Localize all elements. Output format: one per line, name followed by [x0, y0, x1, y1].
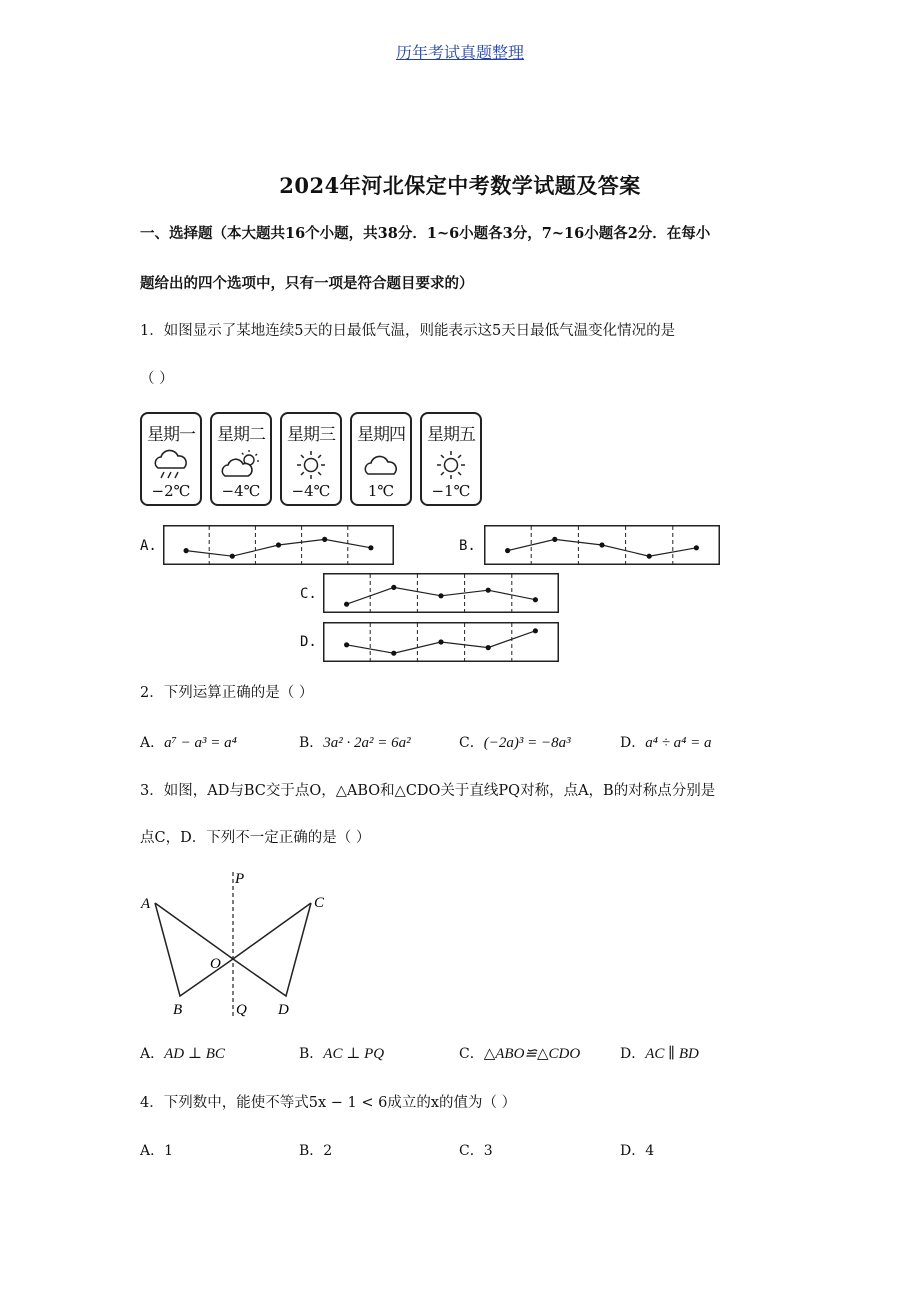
q4-stem: 4．下列数中，能使不等式5x − 1 < 6成立的x的值为（ ）: [140, 1095, 517, 1111]
trend-point: [647, 554, 652, 559]
option-value: 2: [323, 1143, 333, 1159]
card-day: 星期四: [357, 425, 405, 445]
q2-option-d[interactable]: [620, 732, 712, 752]
option-expr: AC ∥ BD: [645, 1046, 699, 1062]
q1-option-b-label: B.: [459, 538, 476, 554]
trend-point: [694, 545, 699, 550]
trend-point: [184, 548, 189, 553]
trend-point: [276, 542, 281, 547]
trend-point: [486, 645, 491, 650]
trend-point: [438, 639, 443, 644]
weather-card-3: [280, 412, 342, 506]
card-temp: −4℃: [221, 482, 261, 500]
q3-figure: [135, 866, 335, 1022]
trend-point: [230, 554, 235, 559]
trend-point: [552, 537, 557, 542]
q3-stem-line2: 点C，D．下列不一定正确的是（ ）: [140, 830, 371, 846]
q3-option-c[interactable]: [459, 1043, 580, 1063]
weather-card-5: [420, 412, 482, 506]
weather-card-2: [210, 412, 272, 506]
card-temp: −4℃: [291, 482, 331, 500]
q1-option-c-label: C.: [300, 586, 317, 602]
trend-point: [599, 542, 604, 547]
card-day: 星期二: [217, 425, 265, 445]
q1-option-a-label: A.: [140, 538, 157, 554]
point-label-a: A: [141, 896, 151, 912]
option-expr: a⁴ ÷ a⁴ = a: [645, 735, 712, 751]
trend-point: [344, 602, 349, 607]
q3-option-a[interactable]: [140, 1043, 225, 1063]
point-label-p: P: [235, 871, 245, 887]
option-label: D．: [620, 735, 646, 751]
q3-stem-line1: 3．如图，AD与BC交于点O，△ABO和△CDO关于直线PQ对称，点A，B的对称点分别是: [140, 783, 716, 799]
point-label-d: D: [278, 1002, 289, 1018]
point-label-b: B: [173, 1002, 183, 1018]
q1-option-c-chart[interactable]: [323, 573, 559, 613]
trend-line: [186, 539, 371, 556]
q2-option-a[interactable]: [140, 732, 237, 752]
trend-point: [344, 642, 349, 647]
option-label: C．: [459, 735, 484, 751]
trend-point: [533, 628, 538, 633]
trend-point: [368, 545, 373, 550]
trend-point: [486, 588, 491, 593]
option-label: B．: [299, 735, 324, 751]
section-heading-line2: 题给出的四个选项中，只有一项是符合题目要求的）: [140, 275, 474, 292]
partly-cloudy-icon: [220, 448, 262, 482]
option-label: A．: [140, 1143, 165, 1159]
sun-icon: [290, 448, 332, 482]
trend-point: [391, 585, 396, 590]
card-day: 星期三: [287, 425, 335, 445]
q3-option-b[interactable]: [299, 1043, 384, 1063]
weather-card-1: [140, 412, 202, 506]
q1-option-d-label: D.: [300, 634, 317, 650]
section-heading-line1: 一、选择题（本大题共16个小题，共38分．1~6小题各3分，7~16小题各2分．在每小: [140, 225, 711, 242]
header-link[interactable]: 历年考试真题整理: [395, 43, 524, 62]
option-label: A．: [140, 1046, 165, 1062]
option-label: B．: [299, 1046, 324, 1062]
card-temp: −1℃: [431, 482, 471, 500]
q1-answer-blank: （ ）: [140, 371, 174, 387]
chart-frame: [324, 574, 559, 613]
q4-option-b[interactable]: [299, 1140, 332, 1160]
page-title: 2024年河北保定中考数学试题及答案: [279, 173, 641, 198]
rain-cloud-icon: [150, 448, 192, 482]
q4-option-d[interactable]: [620, 1140, 654, 1160]
option-expr: a⁷ − a³ = a⁴: [164, 735, 237, 751]
option-label: D．: [620, 1143, 646, 1159]
cloud-icon: [360, 448, 402, 482]
trend-point: [505, 548, 510, 553]
trend-line: [508, 539, 697, 556]
trend-point: [391, 651, 396, 656]
q4-option-c[interactable]: [459, 1140, 493, 1160]
weather-card-4: [350, 412, 412, 506]
q1-option-a-chart[interactable]: [163, 525, 394, 565]
q1-option-d-chart[interactable]: [323, 622, 559, 662]
option-value: 1: [164, 1143, 174, 1159]
sun-icon: [430, 448, 472, 482]
option-expr: (−2a)³ = −8a³: [483, 735, 571, 751]
q2-option-b[interactable]: [299, 732, 411, 752]
q4-option-a[interactable]: [140, 1140, 173, 1160]
trend-point: [438, 593, 443, 598]
trend-point: [533, 597, 538, 602]
option-expr: 3a² · 2a² = 6a²: [323, 735, 411, 751]
q1-stem: 1．如图显示了某地连续5天的日最低气温，则能表示这5天日最低气温变化情况的是: [140, 323, 676, 339]
option-label: B．: [299, 1143, 324, 1159]
triangle-cdo: [233, 903, 311, 996]
point-label-o: O: [210, 956, 221, 972]
option-expr: △ABO≌△CDO: [483, 1046, 581, 1062]
triangle-abo: [155, 903, 233, 996]
card-day: 星期一: [147, 425, 195, 445]
card-temp: 1℃: [367, 482, 395, 500]
option-label: A．: [140, 735, 165, 751]
option-value: 4: [645, 1143, 655, 1159]
q2-stem: 2．下列运算正确的是（ ）: [140, 685, 314, 701]
option-expr: AC ⊥ PQ: [323, 1046, 385, 1062]
q1-option-b-chart[interactable]: [484, 525, 720, 565]
option-label: C．: [459, 1143, 484, 1159]
card-day: 星期五: [427, 425, 475, 445]
option-label: D．: [620, 1046, 646, 1062]
trend-point: [322, 537, 327, 542]
point-label-c: C: [314, 895, 325, 911]
option-expr: AD ⊥ BC: [164, 1046, 225, 1062]
option-value: 3: [483, 1143, 493, 1159]
q3-option-d[interactable]: [620, 1043, 699, 1063]
point-label-q: Q: [236, 1002, 247, 1018]
card-temp: −2℃: [151, 482, 191, 500]
option-label: C．: [459, 1046, 484, 1062]
q2-option-c[interactable]: [459, 732, 571, 752]
